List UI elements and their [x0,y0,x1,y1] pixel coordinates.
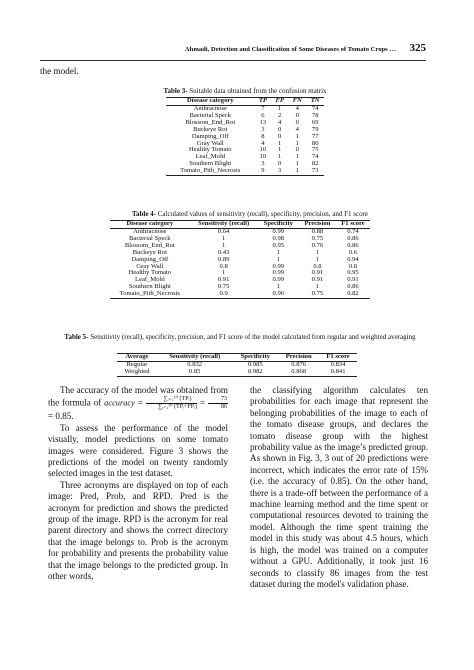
table4 [110,220,370,299]
table3-cell: 74 [311,104,319,112]
table4-cell: 0.86 [347,283,359,291]
table4-caption-text: Calculated values of sensitivity (recall), specificity, precision, and F1 score [156,210,369,218]
table4-cell: 1 [276,255,280,263]
table3-header: Disease category [186,97,234,104]
table4-cell: 0.8 [313,262,322,270]
fraction-denominator: ∑ᵢ₌₁¹⁰ (TPᵢ+FPᵢ) [157,404,198,411]
table4-cell: 1 [315,283,320,291]
table4-cell: 0.91 [347,276,359,284]
table3-cell: 0 [278,125,282,133]
table3-cell: 0 [278,132,282,140]
table4-cell: 0.86 [347,234,359,242]
table4-cell: Tomato_Pith_Necrosis [119,290,180,298]
table5-caption [50,333,430,341]
table4-cell: 0.43 [217,248,230,256]
table3-cell: 10 [259,153,267,161]
table3-cell: 74 [311,153,319,161]
table4-cell: 0.99 [272,269,285,277]
table5-row [117,361,357,368]
table5-cell: Regular [126,360,148,368]
table3-cell: 8 [261,132,265,140]
table5-header-row [117,354,357,362]
table3-cell: 80 [311,139,319,147]
table3-cell: Damping_Off [191,132,229,140]
table4-cell: 0.91 [311,269,324,277]
table4-cell: 0.99 [272,276,285,284]
table3-cell: 79 [311,125,319,133]
table3-header: TP [258,97,267,104]
table4-cell: 1 [222,241,226,249]
table3-cell: 4 [295,125,299,133]
table4-header: Precision [304,220,331,227]
table3-caption-label: Table 3- [163,87,188,95]
table5-cell: 0.841 [330,367,346,375]
table4-cell: Damping_Off [131,255,169,263]
table4-cell: Buckeye Rot [132,248,167,256]
table4-cell: 0.76 [311,241,324,249]
table3-cell: 69 [311,118,319,126]
table5-cell: 0.982 [247,367,263,375]
paragraph-probabilities: the classifying algorithm calculates ten probabilities for each image that represent the belonging probabilities of the image to each of the tomato disease groups, and declares the tomato disease group with the highest probability value as the image’s predicted group. As shown in Fig. 3, 3 out of 20 predictions were incorrect, which indicates the error rate of 15% (i.e. the accuracy of 0.85). On the other hand, there is a trade-off between the performance of a machine learning method and the time spent or computational resources devoted to training the model. Although the time spent training the model in this study was about 4.5 hours, which is high, the model was trained on a computer without a GPU. Additionally, it took just 16 seconds to classify 86 images from the test dataset during the model's validation phase. [250,385,428,589]
table3-header: FN [292,97,302,104]
table3-cell: 9 [261,167,265,175]
table3-cell: 1 [278,139,282,147]
table4-cell: 0.95 [347,269,359,277]
table4-cell: 0.91 [311,276,324,284]
table3-cell: 73 [311,167,319,175]
table4-cell: Bacterial Speck [129,234,171,242]
result-fraction [208,396,228,411]
table5 [117,353,357,377]
table3-cell: 78 [311,111,319,119]
left-column [48,385,228,583]
table3-cell: 1 [295,139,299,147]
table3-cell: 7 [261,104,265,112]
table3-cell: Southern Blight [189,160,232,168]
table3-cell: 10 [259,146,267,154]
table5-caption-label: Table 5- [64,333,89,341]
table3-cell: Healthy Tomato [189,146,232,154]
table5-cell: 0.834 [330,360,346,368]
table4-cell: 1 [315,255,320,263]
table4-header: Specificity [263,220,293,227]
table5-cell: 0.868 [291,367,307,375]
table4-cell: 0.8 [348,262,358,270]
table4-cell: Southern Blight [128,283,171,291]
table3-row [166,147,324,154]
right-column [250,385,428,590]
table4-cell: 0.86 [347,241,359,249]
table3-cell: 1 [295,160,299,168]
table4-cell: 0.6 [348,248,358,256]
table4-cell: 1 [276,248,280,256]
fraction-numerator: ∑ᵢ₌₁¹⁰ (TPᵢ) [146,396,197,404]
table4-cell: Anthracnose [133,227,167,235]
table5-header: Sensitivity (recall) [169,353,221,360]
table4-cell: 0.64 [217,227,230,235]
table4-header: F1 score [341,220,365,227]
table3-header: TN [310,97,320,104]
table3-cell: 1 [278,153,282,161]
table5-header: Specificity [240,353,270,360]
table4-cell: 0.99 [272,262,285,270]
accuracy-text: The accuracy of the model was obtained from the formula of [48,385,228,408]
table4-cell: 0.8 [219,262,228,270]
table3-cell: 3 [261,160,265,168]
table4-cell: 0.91 [217,276,230,284]
page-header [40,44,426,60]
table4-cell: 0.9 [219,290,228,298]
table3-cell: 0 [295,111,299,119]
table4-cell: 0.99 [272,227,285,235]
table4-header: Disease category [126,220,174,227]
table4-cell: Leaf_Mold [134,276,165,284]
table5-row [117,369,357,376]
paragraph-visual-assessment: To assess the performance of the model visually, model predictions on some tomato images were considered. Figure 3 shows the predictions of the model on twenty randomly selected images in the test dataset. [48,422,228,479]
table3-cell: 3 [261,125,265,133]
table3-cell: 1 [295,153,299,161]
result-denominator: 86 [220,404,227,411]
table4-cell: Gray Wall [136,262,164,270]
table5-header: Precision [285,353,312,360]
table3-cell: 1 [278,104,282,112]
page-number: 325 [409,42,426,54]
table3-row [166,127,324,134]
table3-caption-text: Suitable data obtained from the confusion matrix [187,87,327,95]
table5-cell: 0.85 [188,367,201,375]
table3-row [166,120,324,127]
table4-cell: 0.89 [217,255,230,263]
table5-caption-text: Sensitivity (recall), specificity, precision, and F1 score of the model calculated from regular and weighted averaging [88,333,416,341]
table3-caption [120,87,370,95]
table3-cell: Anthracnose [193,104,227,112]
table3-row [166,134,324,141]
paragraph-accuracy: The accuracy of the model was obtained from the formula of accuracy = $\frac{\text{∑ᵢ₌₁¹⁰ (TPᵢ)}}{\text{∑ᵢ₌₁¹⁰ (TPᵢ+FPᵢ)}}$ = $\frac{73}{86}$ = 0.85. [48,385,228,422]
table5-cell: Weighted [124,367,150,375]
table3-cell: 1 [295,167,299,175]
table3-cell: 77 [311,132,319,140]
table3-cell: Bacterial Speck [189,111,232,119]
table3-cell: 0 [278,160,282,168]
table4-row [110,291,370,298]
table4-cell: 0.75 [311,234,324,242]
table4-cell: 0.94 [347,255,359,263]
table3-header-row [166,98,324,106]
table4-cell: Blossom_End_Rot [124,241,175,249]
table3-cell: 4 [295,104,299,112]
table5-header: Average [125,353,149,360]
table4-cell: 0.98 [272,234,285,242]
table4-cell: 0.75 [311,290,324,298]
accuracy-eq: = [134,398,143,408]
accuracy-word: accuracy [104,399,135,408]
accuracy-result: = 0.85. [48,411,74,422]
table3-cell: Tomato_Pith_Necrosis [180,167,241,175]
table5-cell: 0.985 [247,360,263,368]
table5-header: F1 score [326,353,350,360]
table4-caption-label: Table 4- [131,210,157,218]
result-numerator: 73 [208,396,228,404]
table4-cell: 0.96 [272,290,285,298]
table4-cell: 1 [222,234,226,242]
table5-cell: 0.876 [291,360,307,368]
table5-cell: 0.832 [187,360,203,368]
table3-cell: 2 [278,111,282,119]
table4-cell: 0.82 [347,290,359,298]
table3-cell: 6 [261,111,265,119]
table4-caption [60,210,440,218]
table3-cell: 4 [261,139,265,147]
accuracy-fraction [146,396,197,411]
table3-cell: 1 [278,146,282,154]
table4-cell: 0.75 [217,283,230,291]
table3 [166,97,324,176]
running-title: Ahmadi, Detection and Classification of Some Diseases of Tomato Crops … [184,46,396,53]
table4-header: Sensitivity (recall) [198,220,250,227]
intro-text: the model. [40,66,79,76]
table4-cell: Healthy Tomato [128,269,172,277]
table4-cell: 1 [222,269,226,277]
table3-cell: 3 [278,167,282,175]
table3-cell: 82 [311,160,319,168]
table4-cell: 0.95 [272,241,285,249]
table3-cell: 13 [259,118,267,126]
header-rule [40,60,426,61]
table3-cell: 4 [278,118,282,126]
table3-cell: 0 [295,146,299,154]
table3-header: FP [275,97,284,104]
table3-cell: 75 [311,146,319,154]
table4-cell: 0.88 [311,227,324,235]
table3-cell: Blossom_End_Rot [185,118,236,126]
table3-cell: Gray Wall [196,139,224,147]
table4-cell: 0.74 [347,227,359,235]
paragraph-acronyms: Three acronyms are displayed on top of each image: Pred, Prob, and RPD. Pred is the acronym for prediction and shows the predicted group of the image. RPD is the acronym for real parent directory and shows the correct directory that the image belongs to. Prob is the acronym for probability and presents the probability value that the image belongs to the predicted group. In other words, [48,479,228,582]
table4-cell: 1 [276,283,280,291]
table3-cell: 1 [295,132,299,140]
table3-cell: 0 [295,118,299,126]
table4-cell: 1 [315,248,320,256]
table3-cell: Leaf_Mold [195,153,226,161]
table3-row [166,168,324,175]
table3-cell: Buckeye Rot [193,125,228,133]
